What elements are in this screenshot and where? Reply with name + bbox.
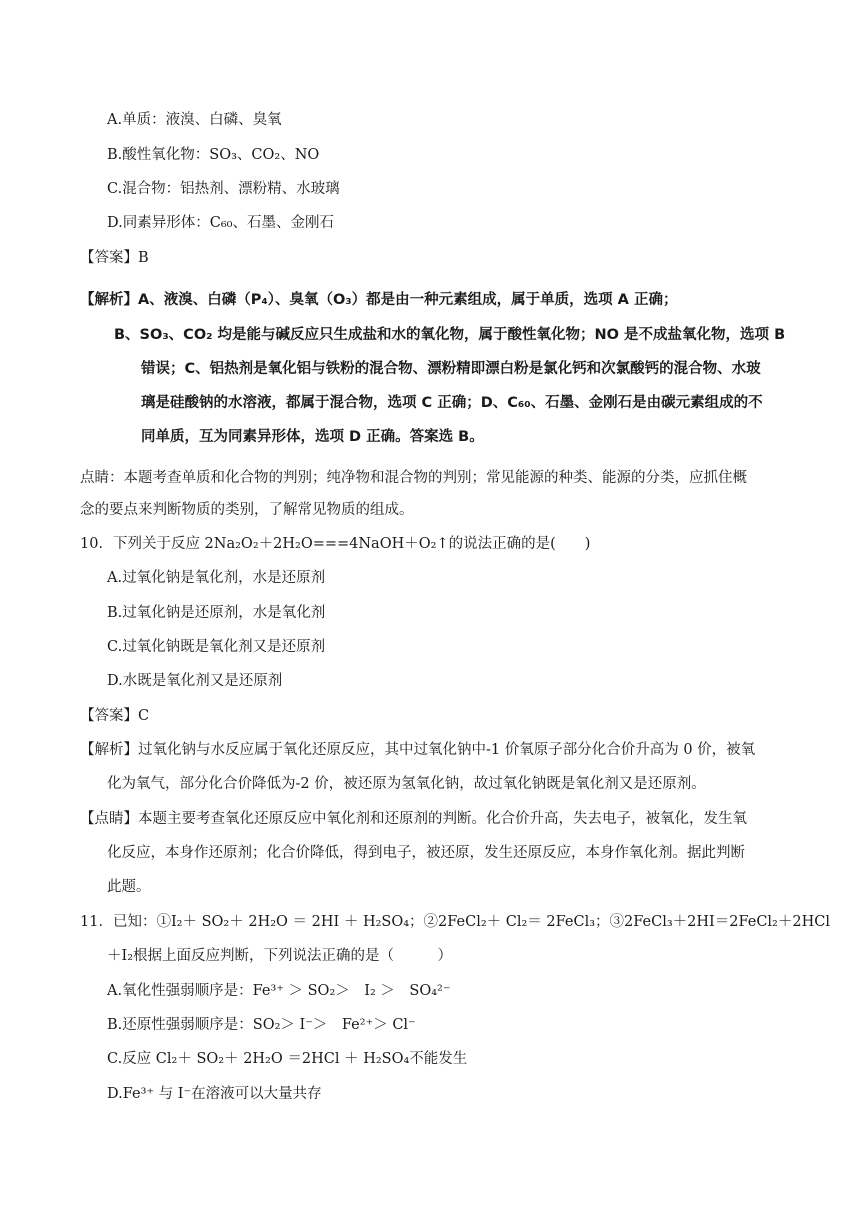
q11-option-c: C.反应 Cl₂＋ SO₂＋ 2H₂O ＝2HCl ＋ H₂SO₄不能发生 [107, 1051, 468, 1067]
q11-option-a: A.氧化性强弱顺序是：Fe³⁺ ＞ SO₂＞ I₂ ＞ SO₄²⁻ [107, 983, 451, 999]
q9-option-a: A.单质：液溴、白磷、臭氧 [107, 112, 282, 128]
q10-option-b: B.过氧化钠是还原剂，水是氧化剂 [107, 605, 326, 621]
q10-stem: 10．下列关于反应 2Na₂O₂＋2H₂O===4NaOH＋O₂↑的说法正确的是( ) [80, 536, 591, 552]
q9-analysis-line-1: 【解析】A、液溴、白磷（P₄）、臭氧（O₃）都是由一种元素组成，属于单质，选项 A 正确； [80, 292, 678, 308]
q10-option-d: D.水既是氧化剂又是还原剂 [107, 673, 283, 689]
q10-comment-line-1: 【点睛】本题主要考查氧化还原反应中氧化剂和还原剂的判断。化合价升高，失去电子，被氧化，发生氧 [80, 811, 747, 827]
q10-analysis-line-1: 【解析】过氧化钠与水反应属于氧化还原反应，其中过氧化钠中-1 价氧原子部分化合价升高为 0 价，被氧 [80, 742, 756, 758]
q9-option-b: B.酸性氧化物：SO₃、CO₂、NO [107, 147, 320, 163]
q9-answer: 【答案】B [80, 250, 149, 266]
q11-stem-line-1: 11．已知：①I₂＋ SO₂＋ 2H₂O ＝ 2HI ＋ H₂SO₄；②2FeCl₂＋ Cl₂＝ 2FeCl₃；③2FeCl₃＋2HI＝2FeCl₂＋2HCl [80, 914, 830, 930]
q9-option-d: D.同素异形体：C₆₀、石墨、金刚石 [107, 215, 334, 231]
q9-analysis-line-4: 璃是硅酸钠的水溶液，都属于混合物，选项 C 正确；D、C₆₀、石墨、金刚石是由碳元素组成的不 [141, 395, 763, 411]
q10-option-a: A.过氧化钠是氧化剂，水是还原剂 [107, 570, 326, 586]
q10-comment-line-2: 化反应，本身作还原剂；化合价降低，得到电子，被还原，发生还原反应，本身作氧化剂。据此判断 [107, 845, 745, 861]
q10-option-c: C.过氧化钠既是氧化剂又是还原剂 [107, 639, 326, 655]
q9-analysis-line-2: B、SO₃、CO₂ 均是能与碱反应只生成盐和水的氧化物，属于酸性氧化物；NO 是不成盐氧化物，选项 B [114, 327, 786, 343]
q11-stem-line-2: ＋I₂根据上面反应判断，下列说法正确的是（ ） [107, 948, 453, 964]
q11-option-b: B.还原性强弱顺序是：SO₂＞ I⁻＞ Fe²⁺＞ Cl⁻ [107, 1017, 416, 1033]
q10-comment-line-3: 此题。 [107, 879, 151, 895]
q11-option-d: D.Fe³⁺ 与 I⁻在溶液可以大量共存 [107, 1086, 322, 1102]
q9-comment-line-2: 念的要点来判断物质的类别，了解常见物质的组成。 [80, 502, 414, 518]
q10-analysis-line-2: 化为氧气，部分化合价降低为-2 价，被还原为氢氧化钠，故过氧化钠既是氧化剂又是还原剂。 [107, 776, 706, 792]
q10-answer: 【答案】C [80, 708, 150, 724]
q9-comment-line-1: 点睛：本题考查单质和化合物的判别；纯净物和混合物的判别；常见能源的种类、能源的分类，应抓住概 [80, 470, 747, 486]
q9-analysis-line-5: 同单质，互为同素异形体，选项 D 正确。答案选 B。 [141, 429, 484, 445]
q9-analysis-line-3: 错误；C、铝热剂是氧化铝与铁粉的混合物、漂粉精即漂白粉是氯化钙和次氯酸钙的混合物、水玻 [141, 361, 761, 377]
q9-option-c: C.混合物：铝热剂、漂粉精、水玻璃 [107, 181, 340, 197]
